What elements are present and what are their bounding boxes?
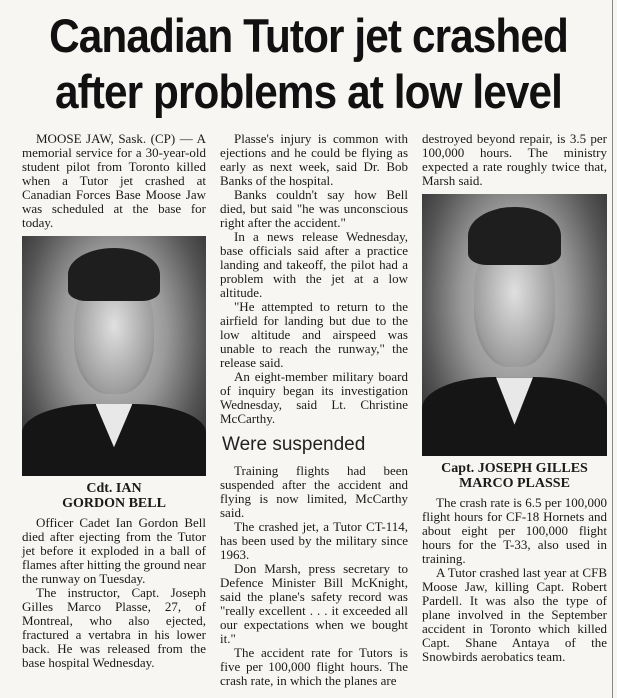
photo-ian-gordon-bell [22, 236, 206, 476]
paragraph: An eight-member military board of inquiry began its investigation Wednesday, said Lt. Christine McCarthy. [220, 369, 408, 426]
column-2-body-2 [220, 464, 408, 688]
paragraph: The instructor, Capt. Joseph Gilles Marco Plasse, 27, of Montreal, who also ejected, fractured a vertabra in his lower back. He was released from the base hospital Wednesday. [22, 585, 206, 670]
paragraph: Don Marsh, press secretary to Defence Minister Bill McKnight, said the plane's safety record was "really excellent . . . it exceeded all our expectations when we bought it." [220, 561, 408, 646]
column-3 [422, 132, 607, 664]
paragraph: Banks couldn't say how Bell died, but said "he was unconscious right after the accident." [220, 187, 408, 230]
paragraph: destroyed beyond repair, is 3.5 per 100,000 hours. The ministry expected a rate roughly twice that, Marsh said. [422, 131, 607, 188]
subhead: Were suspended [222, 434, 366, 455]
paragraph: A Tutor crashed last year at CFB Moose Jaw, killing Capt. Robert Pardell. It was also the type of plane involved in the September accident in Toronto which killed Capt. Shane Antaya of the Snowbirds aerobatics team. [422, 565, 607, 664]
column-1 [22, 132, 206, 670]
paragraph: "He attempted to return to the airfield for landing but due to the low altitude and airspeed was unable to reach the runway," the release said. [220, 299, 408, 370]
paragraph: Training flights had been suspended after the accident and flying is now limited, McCarthy said. [220, 463, 408, 520]
caption-line: Cdt. IAN [86, 481, 142, 496]
headline-line-2: after problems at low level [55, 65, 562, 118]
paragraph: In a news release Wednesday, base officials said after a practice landing and takeoff, the pilot had a problem with the jet at a low altitude. [220, 229, 408, 300]
paragraph: The crashed jet, a Tutor CT-114, has been used by the military since 1963. [220, 519, 408, 562]
column-1-body [22, 516, 206, 670]
paragraph: The accident rate for Tutors is five per 100,000 flight hours. The crash rate, in which the planes are [220, 645, 408, 688]
paragraph: Officer Cadet Ian Gordon Bell died after ejecting from the Tutor jet before it exploded in a ball of flames after hitting the ground near the runway on Tuesday. [22, 515, 206, 586]
column-1-intro [22, 132, 206, 230]
caption-line: Capt. JOSEPH GILLES [441, 461, 588, 476]
paragraph: The crash rate is 6.5 per 100,000 flight hours for CF-18 Hornets and about eight per 100,000 flight hours for the T-33, also used in training. [422, 495, 607, 566]
column-divider [612, 0, 613, 698]
caption-line: GORDON BELL [62, 496, 166, 511]
column-3-body [422, 496, 607, 664]
headline-line-1: Canadian Tutor jet crashed [49, 9, 568, 62]
photo-joseph-gilles-marco-plasse [422, 194, 607, 456]
photo-caption-bell [22, 481, 206, 511]
photo-caption-plasse [422, 461, 607, 491]
column-3-intro [422, 132, 607, 188]
column-2 [220, 132, 408, 688]
paragraph: Plasse's injury is common with ejections and he could be flying as early as next week, said Dr. Bob Banks of the hospital. [220, 131, 408, 188]
caption-line: MARCO PLASSE [459, 476, 570, 491]
column-2-body [220, 132, 408, 426]
paragraph: MOOSE JAW, Sask. (CP) — A memorial service for a 30-year-old student pilot from Toronto killed when a Tutor jet crashed at Canadian Forces Base Moose Jaw was scheduled at the base for today. [22, 131, 206, 230]
